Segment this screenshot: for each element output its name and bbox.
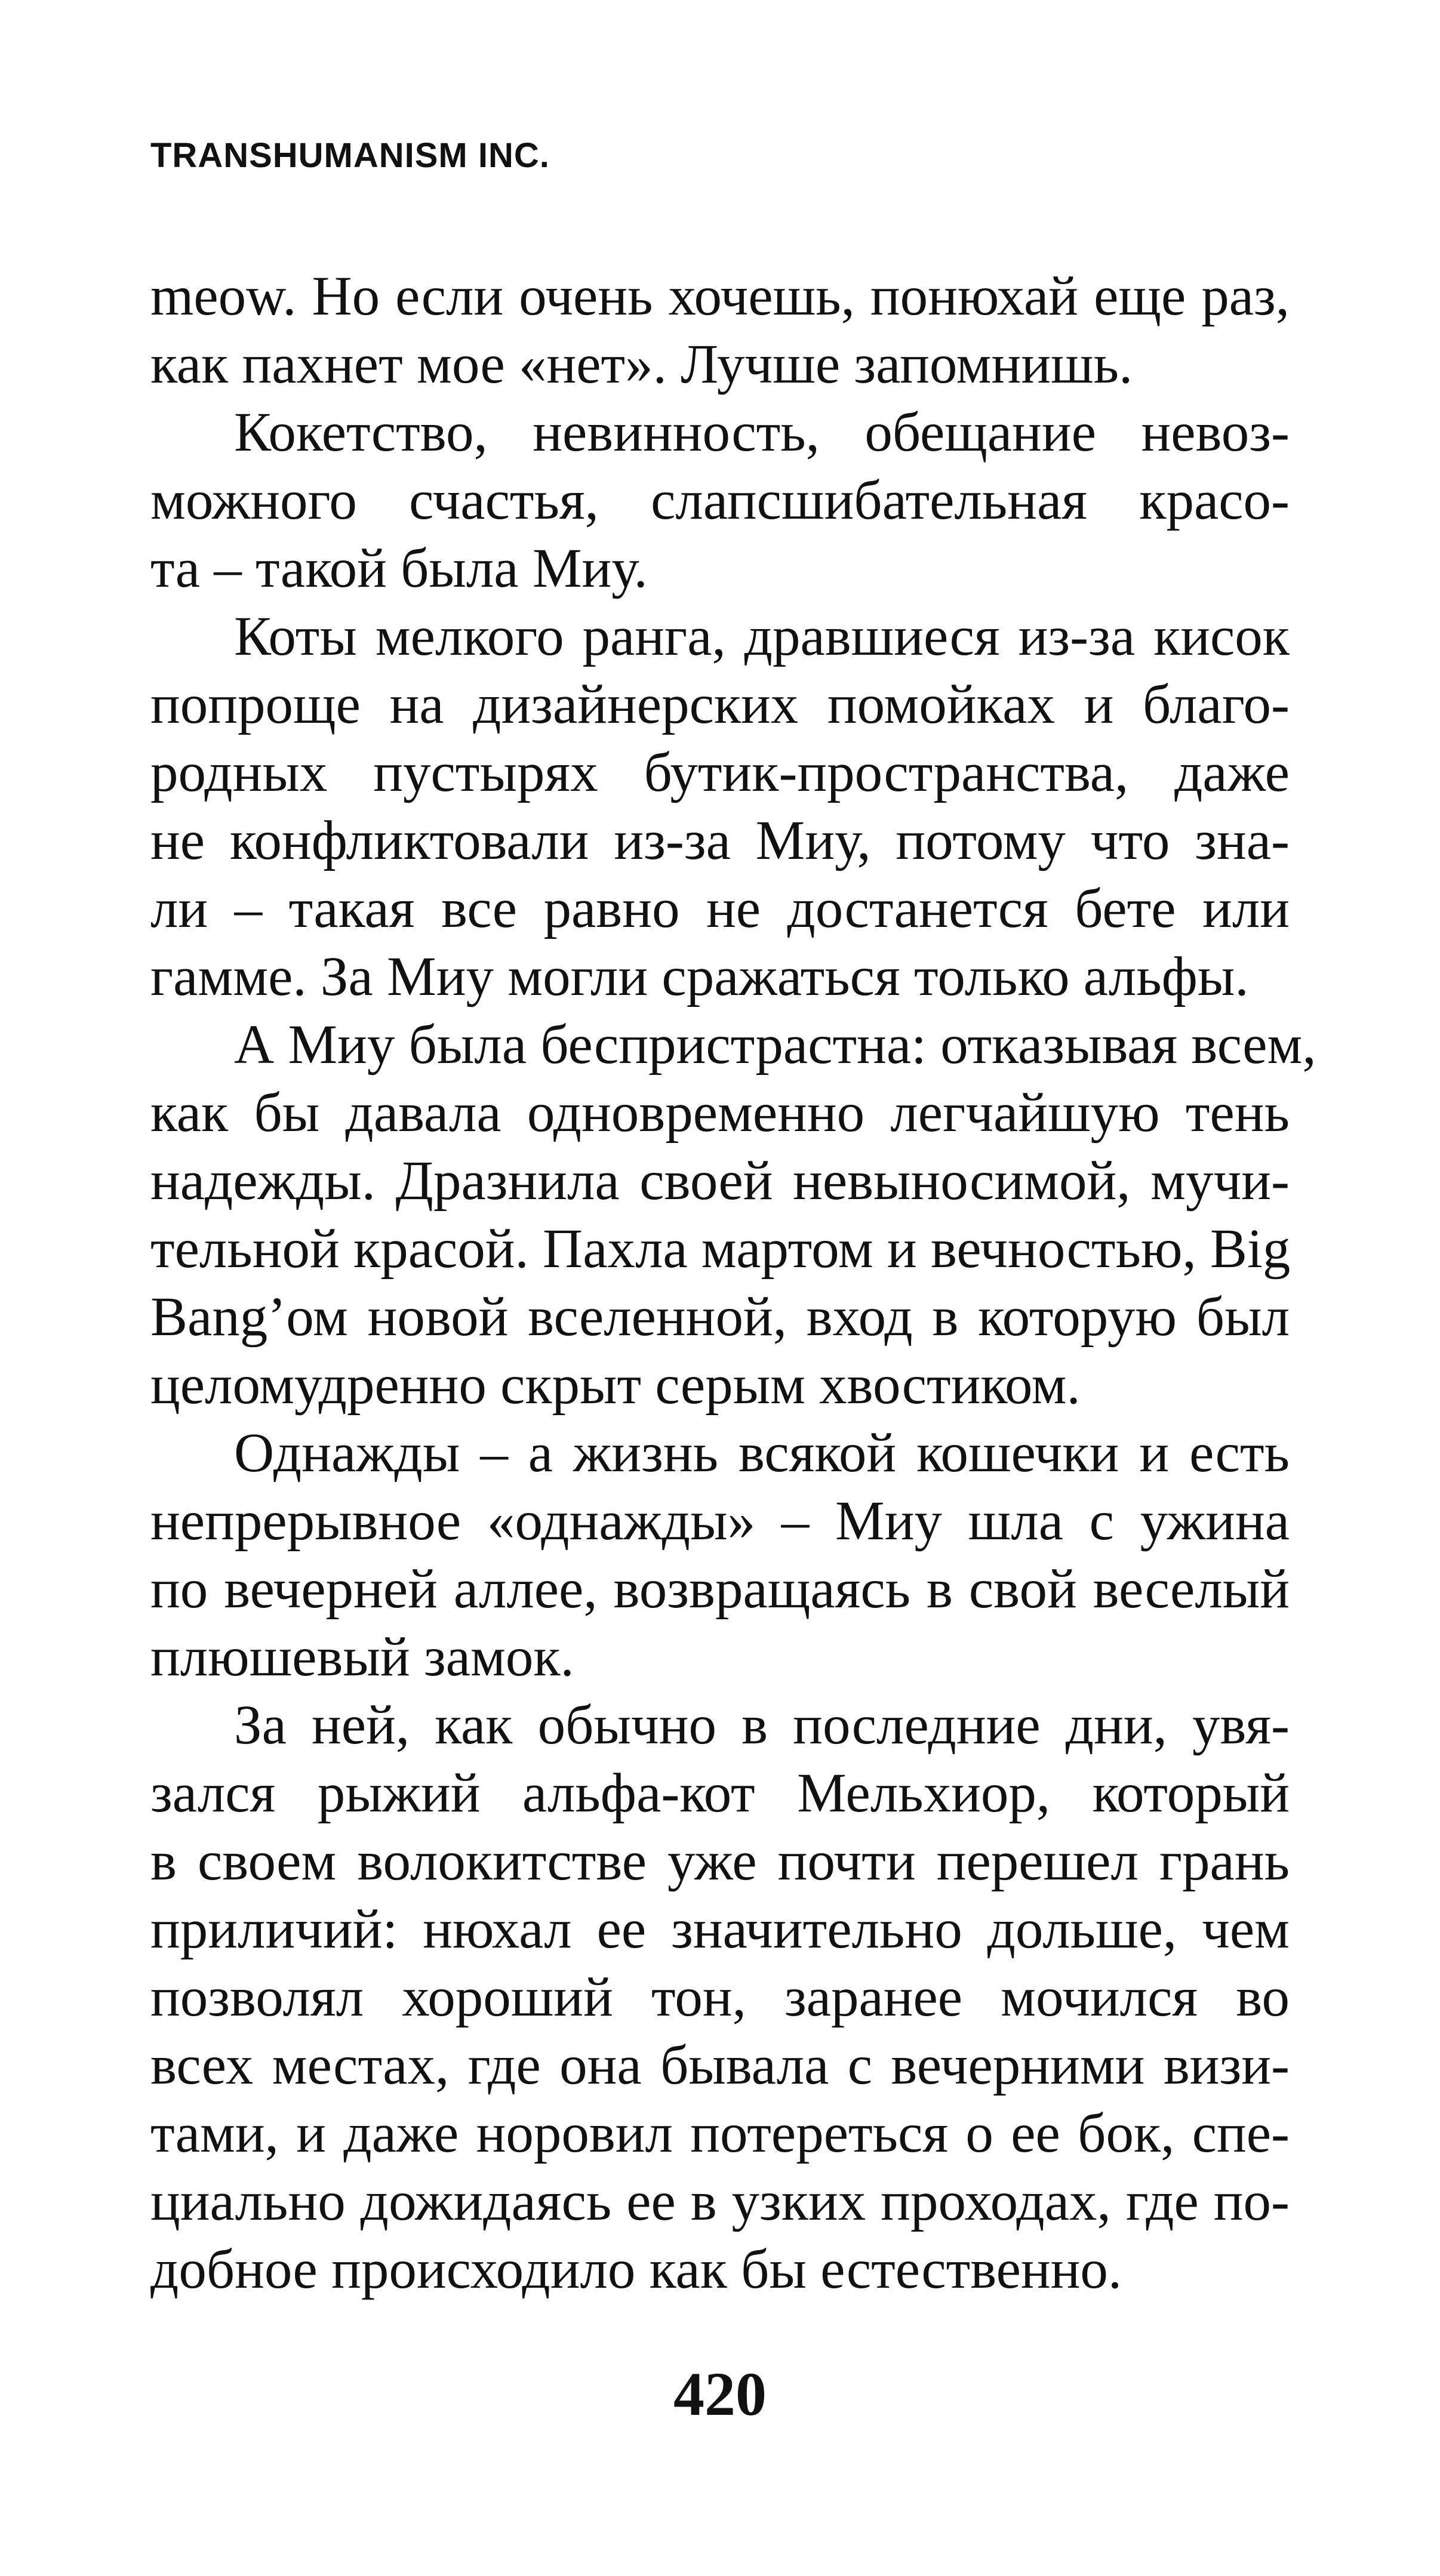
text-line: по вечерней аллее, возвращаясь в свой веселый [150, 1558, 1290, 1620]
text-line: зался рыжий альфа-кот Мельхиор, который [150, 1762, 1290, 1824]
text-line: добное происходило как бы естественно. [150, 2239, 1122, 2300]
text-line: позволял хороший тон, заранее мочился во [150, 1967, 1290, 2028]
text-line: не конфликтовали из-за Миу, потому что зна- [150, 810, 1290, 871]
text-line: непрерывное «однажды» – Миу шла с ужина [150, 1490, 1290, 1552]
text-line: как пахнет мое «нет». Лучше запомнишь. [150, 334, 1133, 395]
text-line: тами, и даже норовил потереться о ее бок, спе- [150, 2103, 1290, 2164]
running-head: TRANSHUMANISM INC. [150, 136, 550, 175]
text-line: попроще на дизайнерских помойках и благо- [150, 674, 1290, 735]
text-line: За ней, как обычно в последние дни, увя- [234, 1694, 1290, 1756]
text-line: надежды. Дразнила своей невыносимой, мучи- [150, 1150, 1290, 1212]
text-line: приличий: нюхал ее значительно дольше, чем [150, 1899, 1290, 1960]
text-line: плюшевый замок. [150, 1626, 574, 1688]
paragraph-6 [150, 1691, 1290, 2304]
text-line: тельной красой. Пахла мартом и вечностью, Big [150, 1218, 1291, 1280]
text-line: всех местах, где она бывала с вечерними визи- [150, 2035, 1290, 2096]
body-text [150, 263, 1316, 2304]
text-line: родных пустырях бутик-пространства, даже [150, 742, 1290, 803]
page-number: 420 [673, 2360, 767, 2429]
paragraph-5 [150, 1419, 1290, 1691]
text-line: Однажды – а жизнь всякой кошечки и есть [234, 1422, 1290, 1484]
text-line: целомудренно скрыт серым хвостиком. [150, 1354, 1081, 1416]
paragraph-2 [150, 399, 1290, 603]
text-line: та – такой была Миу. [150, 538, 648, 599]
text-line: можного счастья, слапсшибательная красо- [150, 470, 1290, 531]
paragraph-4 [150, 1011, 1316, 1419]
text-line: meow. Но если очень хочешь, понюхай еще раз, [150, 266, 1290, 327]
paragraph-3 [150, 603, 1290, 1011]
text-line: гамме. За Миу могли сражаться только альфы. [150, 946, 1249, 1007]
text-line: как бы давала одновременно легчайшую тень [150, 1082, 1290, 1144]
text-line: ли – такая все равно не достанется бете или [150, 878, 1290, 939]
text-line: Коты мелкого ранга, дравшиеся из-за кисок [234, 606, 1290, 667]
text-line: Bang’ом новой вселенной, вход в которую был [150, 1286, 1290, 1348]
text-line: А Миу была беспристрастна: отказывая всем, [234, 1014, 1316, 1076]
text-line: циально дожидаясь ее в узких проходах, где по- [150, 2171, 1290, 2232]
text-line: Кокетство, невинность, обещание невоз- [234, 402, 1290, 463]
text-line: в своем волокитстве уже почти перешел грань [150, 1831, 1290, 1892]
paragraph-1 [150, 263, 1290, 399]
